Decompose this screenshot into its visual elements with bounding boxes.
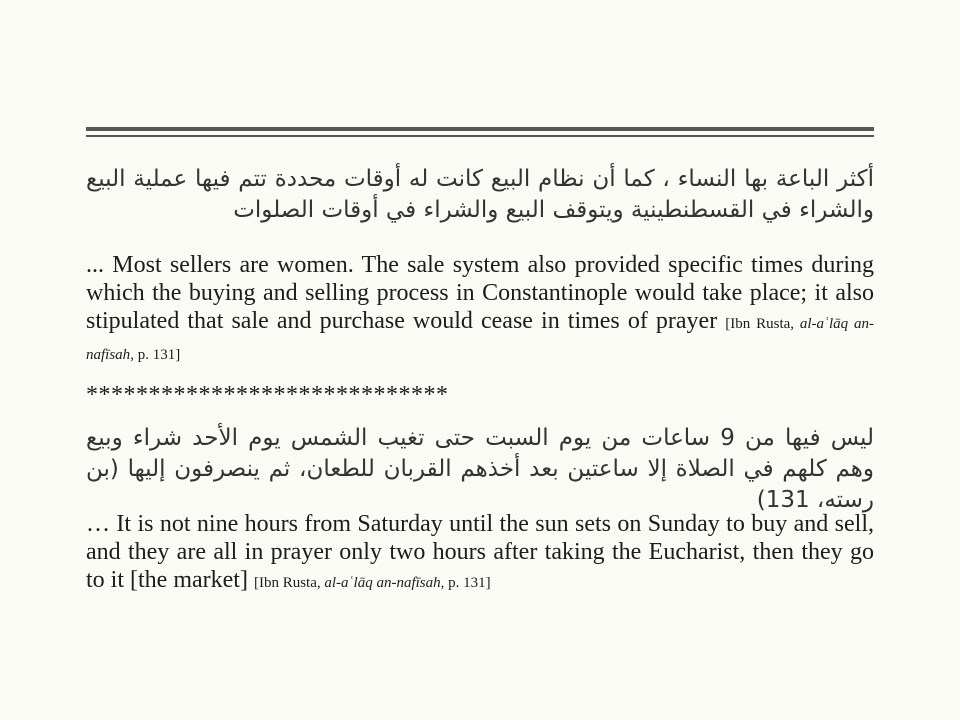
english-translation-2: [86, 510, 874, 597]
arabic-quote-2: ليس فيها من 9 ساعات من يوم السبت حتى تغيب الشمس يوم الأحد شراء وبيع وهم كلهم في الصلاة إلا ساعتين بعد أخذهم القربان للطعان، ثم ينصرفون إليها (بن رسته، 131): [86, 425, 875, 513]
arabic-quote-1: أكثر الباعة بها النساء ، كما أن نظام البيع كانت له أوقات محددة تتم فيها عملية البيع والشراء في القسطنطينية ويتوقف البيع والشراء في أوقات الصلوات: [86, 166, 874, 223]
citation-1-close: , p. 131]: [130, 347, 181, 363]
citation-2-title: al-aʿlāq an-nafīsah: [324, 575, 441, 591]
citation-2: [254, 575, 491, 591]
asterisk-separator: *****************************: [86, 382, 449, 408]
citation-2-close: , p. 131]: [440, 575, 491, 591]
english-translation-1: [86, 251, 874, 369]
header-rule-thick: [86, 127, 874, 131]
citation-1-open: [Ibn Rusta,: [725, 316, 800, 332]
english-text-2: … It is not nine hours from Saturday until the sun sets on Sunday to buy and sell, and they are all in prayer only two hours after taking the Eucharist, then they go to it [the market]: [86, 511, 874, 593]
english-text-1: ... Most sellers are women. The sale system also provided specific times during which the buying and selling process in Constantinople would take place; it also stipulated that sale and purchase would cease in times of prayer: [86, 252, 874, 334]
header-rule-thin: [86, 135, 874, 137]
citation-2-open: [Ibn Rusta,: [253, 575, 325, 591]
citation-1-title: al-aʿlāq an-nafīsah: [86, 316, 874, 363]
